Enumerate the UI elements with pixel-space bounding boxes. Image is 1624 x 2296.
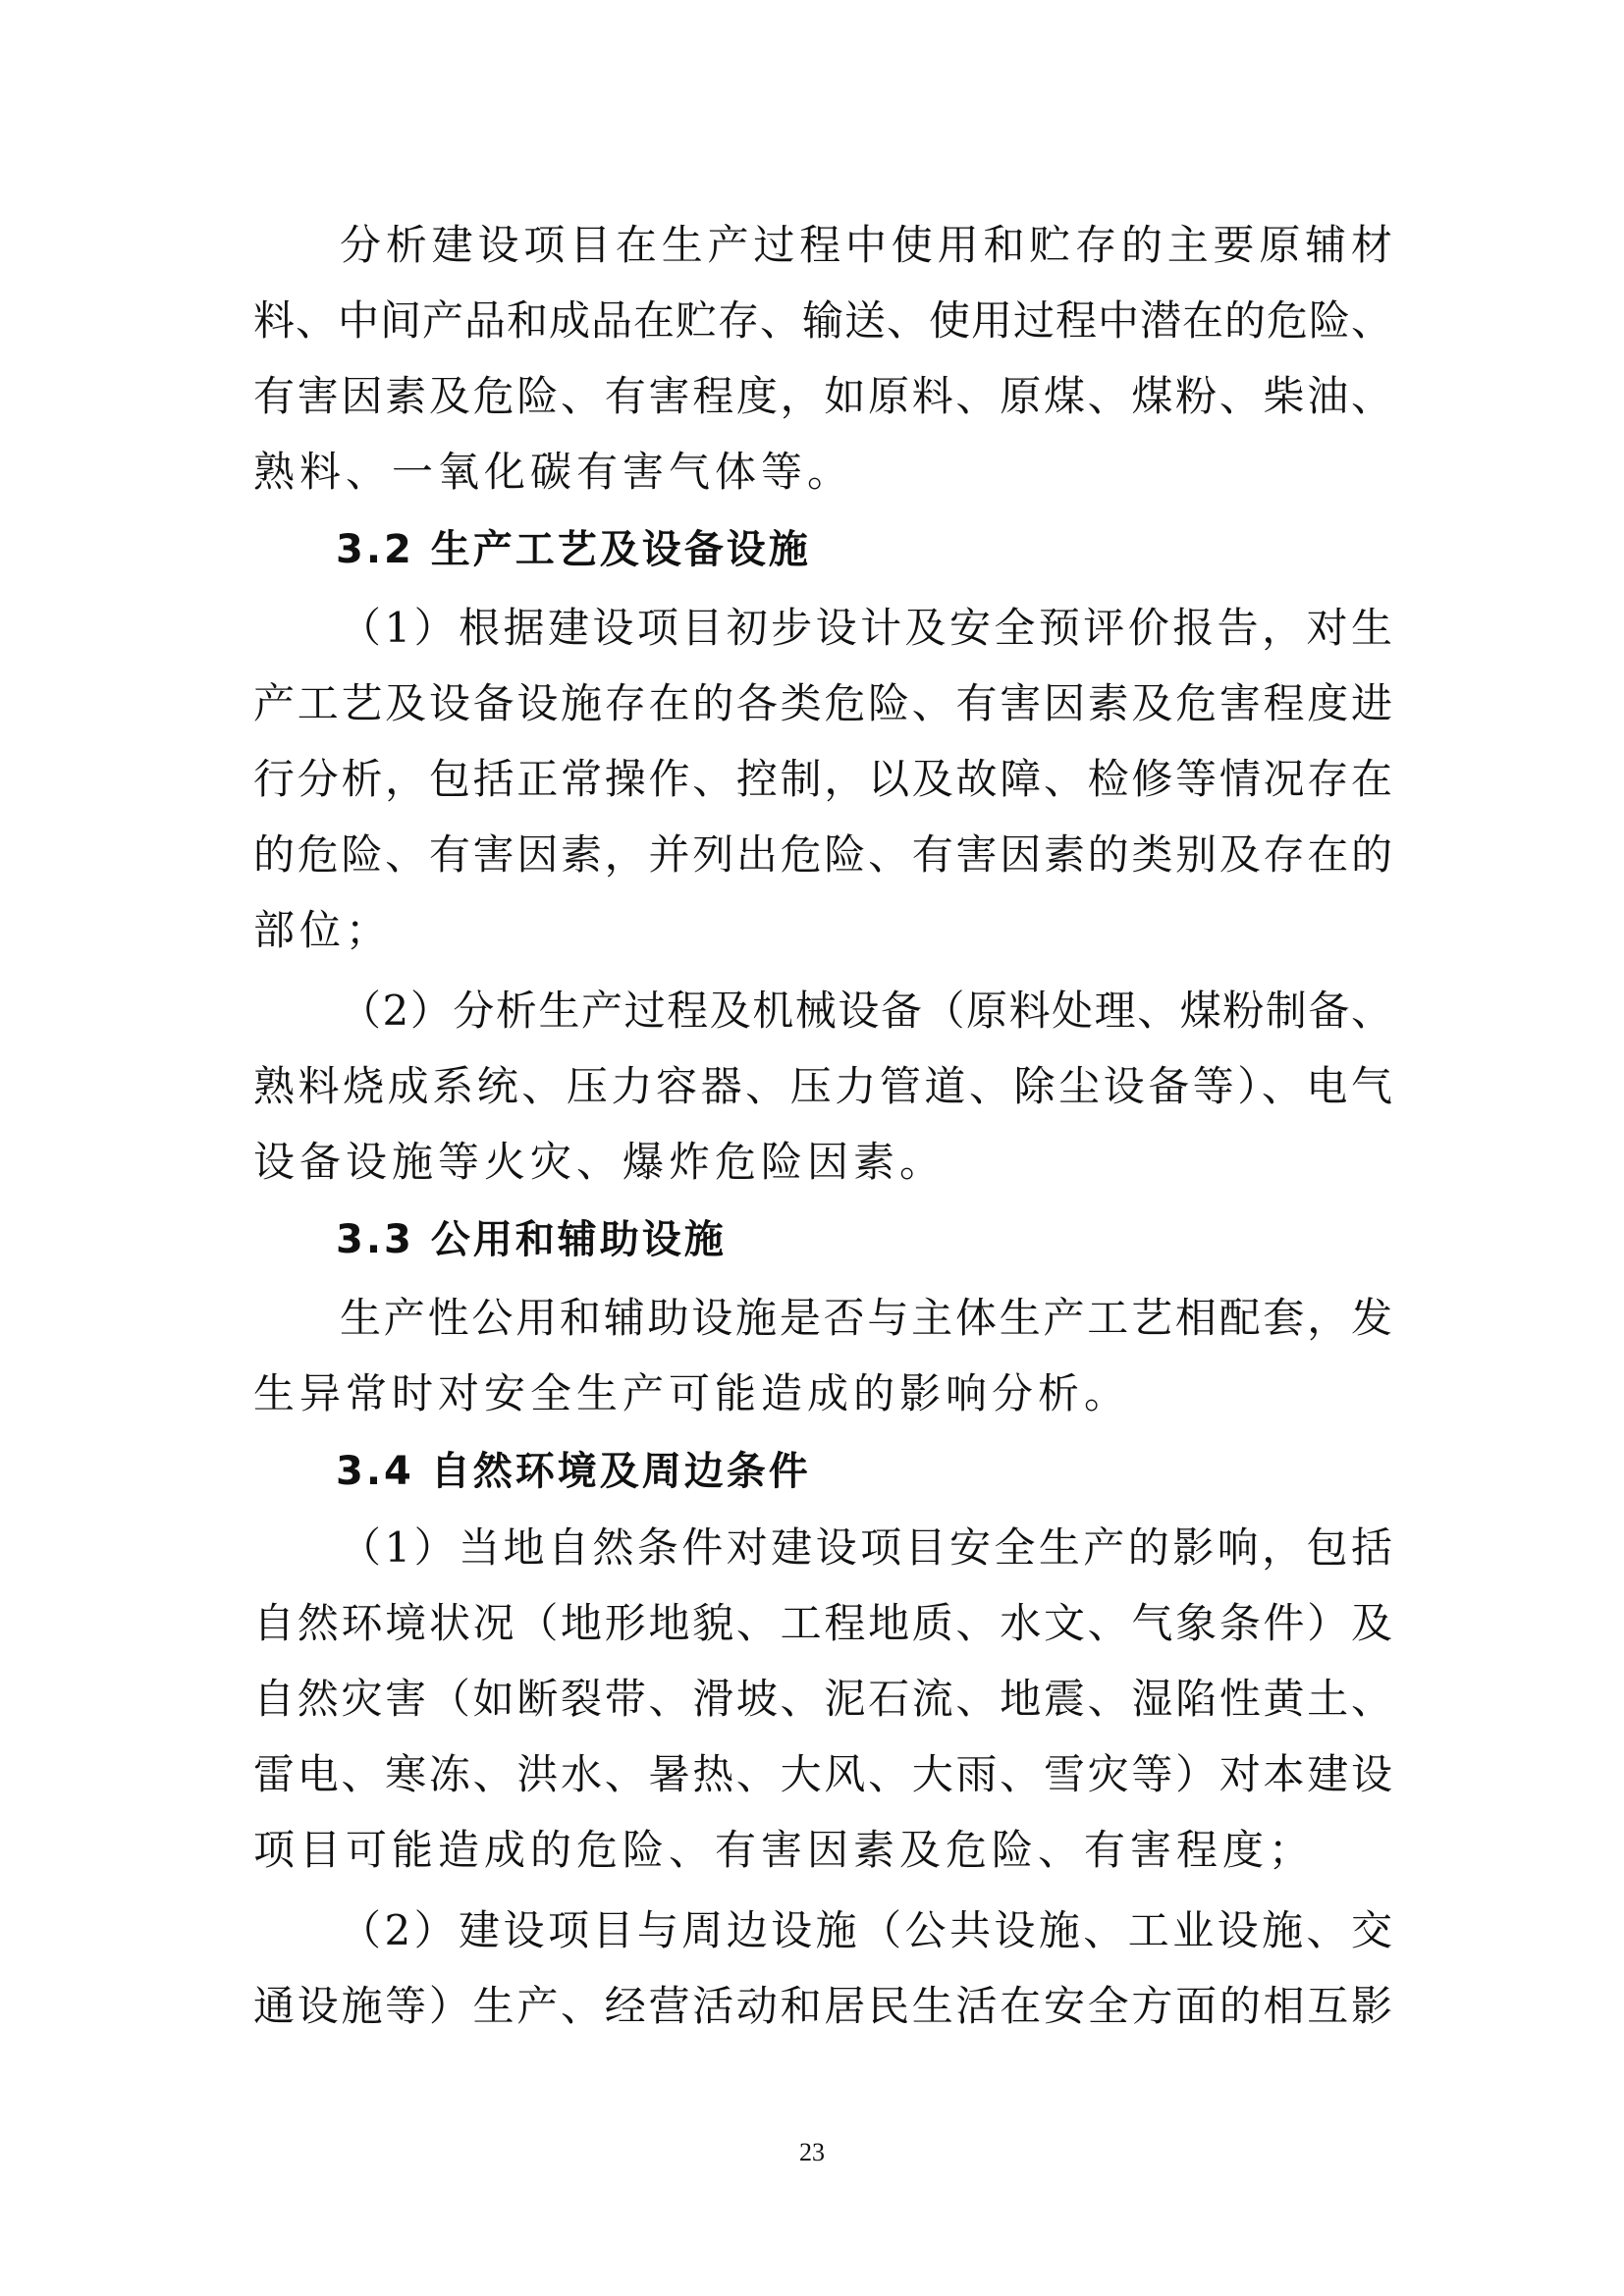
paragraph-line: （2）分析生产过程及机械设备（原料处理、煤粉制备、 [340,987,1392,1035]
paragraph-line: 部位； [253,906,393,954]
paragraph-line: 的危险、有害因素，并列出危险、有害因素的类别及存在的 [253,830,1392,879]
paragraph-line: 生异常时对安全生产可能造成的影响分析。 [253,1369,1131,1417]
paragraph-line: （1）根据建设项目初步设计及安全预评价报告，对生 [340,604,1392,652]
paragraph-line: 自然环境状况（地形地貌、工程地质、水文、气象条件）及 [253,1599,1392,1647]
paragraph-line: 有害因素及危险、有害程度，如原料、原煤、煤粉、柴油、 [253,372,1392,420]
page-number: 23 [799,2138,825,2166]
paragraph-line: 分析建设项目在生产过程中使用和贮存的主要原辅材 [340,221,1392,269]
section-heading-3-3: 3.3 公用和辅助设施 [336,1217,727,1262]
paragraph-line: 设备设施等火灾、爆炸危险因素。 [253,1138,947,1186]
paragraph-line: 通设施等）生产、经营活动和居民生活在安全方面的相互影 [253,1982,1392,2030]
paragraph-line: 熟料、一氧化碳有害气体等。 [253,448,854,496]
paragraph-line: （1）当地自然条件对建设项目安全生产的影响，包括 [340,1523,1392,1572]
paragraph-line: 项目可能造成的危险、有害因素及危险、有害程度； [253,1826,1316,1874]
paragraph-line: 生产性公用和辅助设施是否与主体生产工艺相配套，发 [340,1294,1392,1342]
paragraph-line: 熟料烧成系统、压力容器、压力管道、除尘设备等）、电气 [253,1062,1392,1110]
paragraph-line: （2）建设项目与周边设施（公共设施、工业设施、交 [340,1906,1392,1954]
paragraph-line: 料、中间产品和成品在贮存、输送、使用过程中潜在的危险、 [253,296,1392,345]
paragraph-line: 行分析，包括正常操作、控制，以及故障、检修等情况存在 [253,755,1392,803]
paragraph-line: 产工艺及设备设施存在的各类危险、有害因素及危害程度进 [253,679,1392,727]
section-heading-3-2: 3.2 生产工艺及设备设施 [336,527,811,572]
paragraph-line: 雷电、寒冻、洪水、暑热、大风、大雨、雪灾等）对本建设 [253,1750,1392,1798]
paragraph-line: 自然灾害（如断裂带、滑坡、泥石流、地震、湿陷性黄土、 [253,1675,1392,1723]
section-heading-3-4: 3.4 自然环境及周边条件 [336,1449,811,1494]
